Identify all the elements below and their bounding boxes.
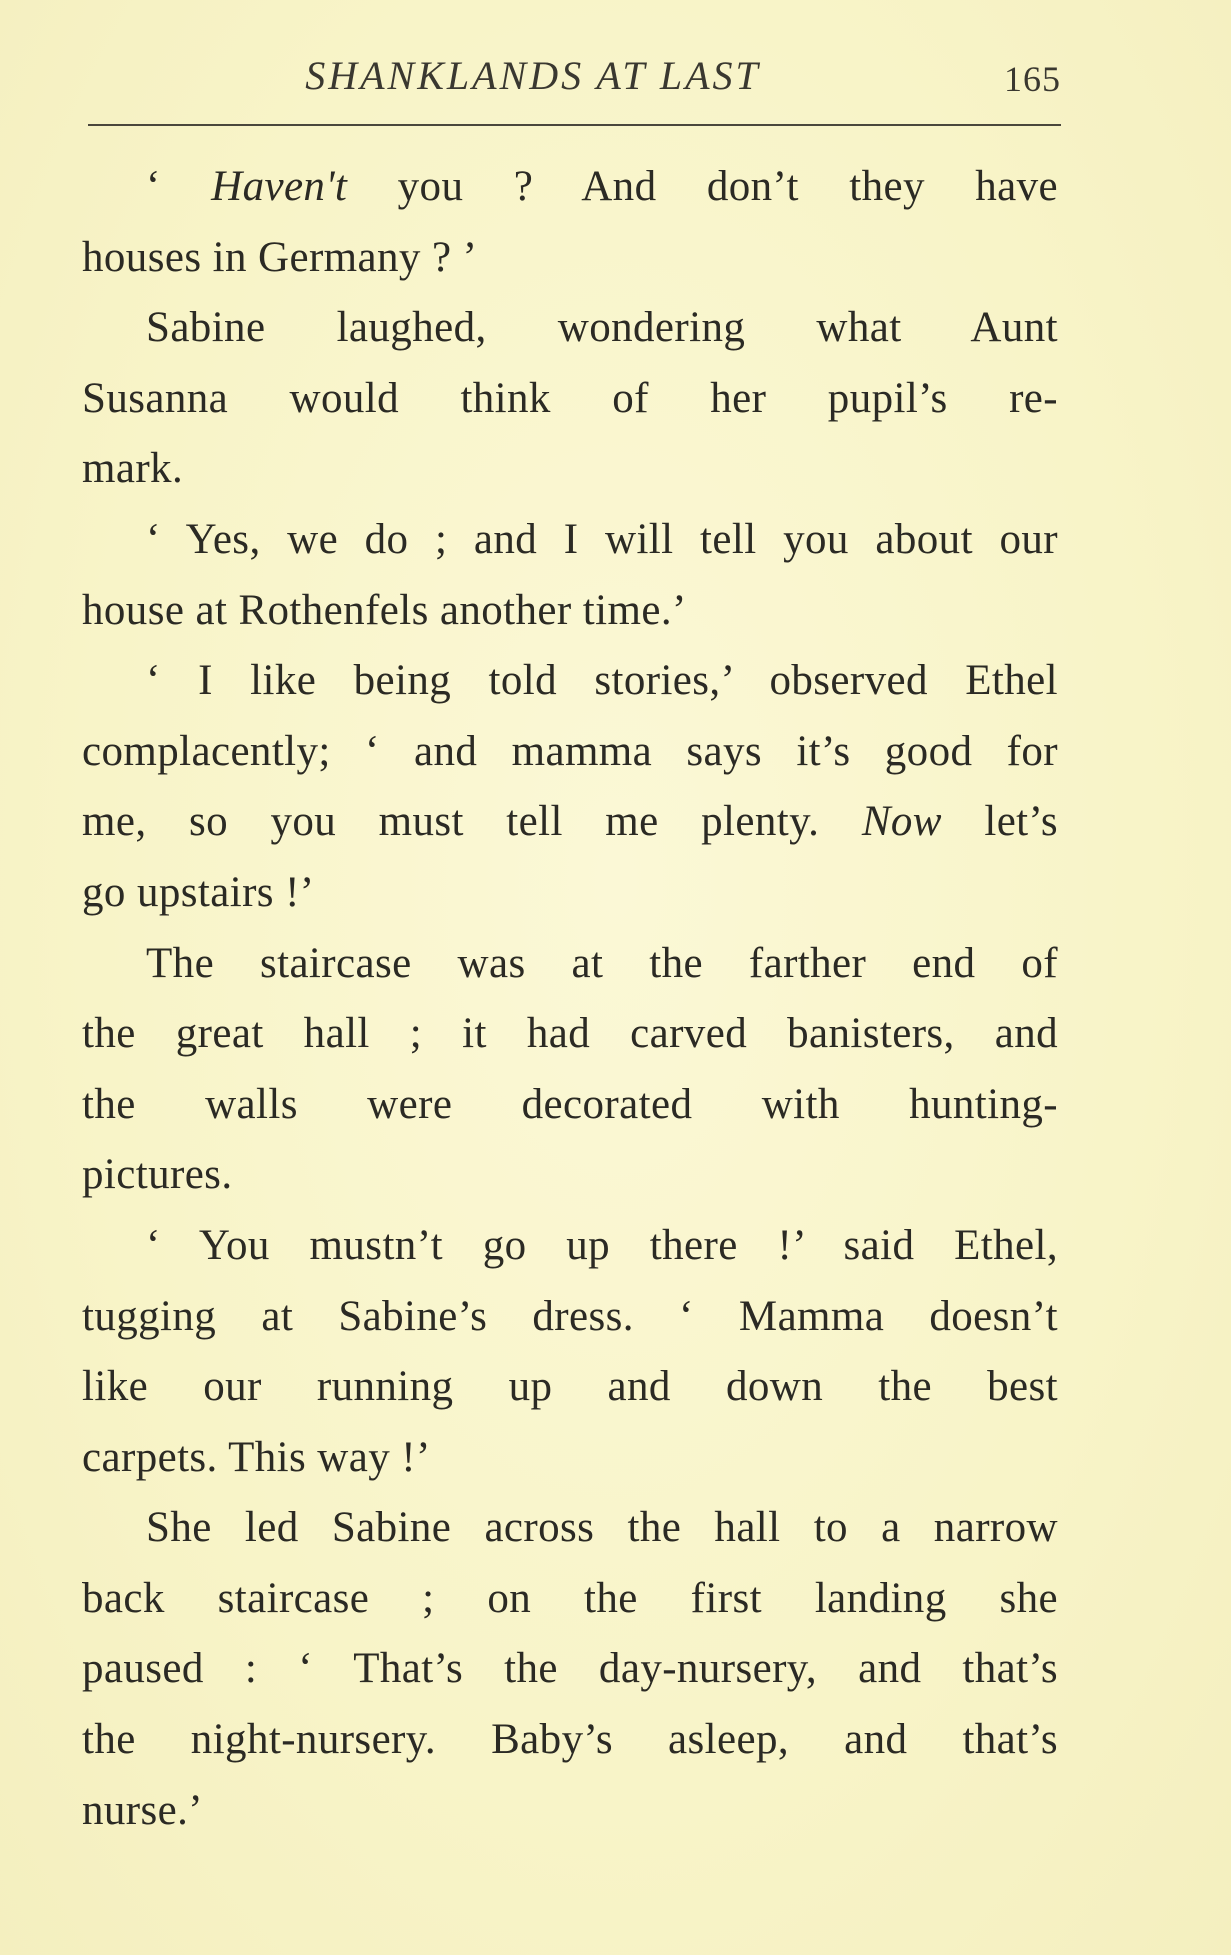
italic-text: Haven't [211, 163, 348, 210]
text-segment: complacently; ‘ and mamma says it’s good for [82, 727, 1058, 775]
text-segment: The staircase was at the farther end of [146, 939, 1058, 987]
text-line [82, 999, 1058, 1070]
text-segment: the great hall ; it had carved banisters, and [82, 1010, 1058, 1058]
text-line [82, 1140, 1058, 1211]
text-segment: let’s [941, 798, 1059, 846]
text-segment: like our running up and down the best [82, 1363, 1058, 1411]
text-line [82, 646, 1058, 717]
text-segment: the night-nursery. Baby’s asleep, and that’s [82, 1716, 1058, 1764]
text-line [82, 858, 1058, 929]
text-line [82, 434, 1058, 505]
text-segment: you ? And don’t they have [347, 163, 1059, 210]
page-number: 165 [1004, 59, 1061, 99]
text-segment: carpets. This way !’ [82, 1433, 431, 1481]
italic-text: Now [861, 798, 942, 846]
text-segment: ‘ You mustn’t go up there !’ said Ethel, [146, 1221, 1058, 1269]
text-segment: houses in Germany ? ’ [82, 233, 478, 281]
text-segment: Sabine laughed, wondering what Aunt [146, 304, 1058, 352]
text-segment: tugging at Sabine’s dress. ‘ Mamma doesn’t [82, 1292, 1058, 1340]
text-line [82, 223, 1058, 294]
text-line [82, 1634, 1058, 1705]
text-line [82, 1352, 1058, 1423]
text-segment: ‘ Yes, we do ; and I will tell you about our [146, 515, 1058, 563]
text-segment: pictures. [82, 1151, 233, 1199]
header-rule [88, 124, 1061, 126]
text-line [82, 1211, 1058, 1282]
text-segment: ‘ I like being told stories,’ observed Ethel [146, 657, 1058, 705]
text-line [82, 1070, 1058, 1141]
text-segment: back staircase ; on the first landing she [82, 1574, 1058, 1622]
body-text [82, 152, 1058, 1846]
running-title: SHANKLANDS AT LAST [305, 53, 761, 98]
text-line [82, 929, 1058, 1000]
text-line [82, 152, 1058, 223]
text-segment: mark. [82, 445, 184, 493]
text-segment: house at Rothenfels another time.’ [82, 586, 687, 634]
text-line [82, 1564, 1058, 1635]
text-line [82, 1705, 1058, 1776]
text-line [82, 787, 1058, 858]
text-line [82, 505, 1058, 576]
text-segment: She led Sabine across the hall to a narrow [146, 1504, 1058, 1552]
text-line [82, 1776, 1058, 1847]
text-segment: the walls were decorated with hunting- [82, 1080, 1058, 1128]
text-line [82, 717, 1058, 788]
text-line [82, 364, 1058, 435]
text-line [82, 293, 1058, 364]
text-segment: Susanna would think of her pupil’s re- [82, 374, 1058, 422]
text-segment: paused : ‘ That’s the day-nursery, and that’s [82, 1645, 1058, 1693]
text-segment: nurse.’ [82, 1786, 204, 1834]
text-segment: go upstairs !’ [82, 868, 315, 916]
text-line [82, 1423, 1058, 1494]
text-line [82, 1282, 1058, 1353]
text-segment: me, so you must tell me plenty. [82, 798, 862, 846]
text-segment: ‘ [146, 163, 212, 210]
text-line [82, 576, 1058, 647]
running-head [83, 52, 1061, 112]
text-line [82, 1493, 1058, 1564]
